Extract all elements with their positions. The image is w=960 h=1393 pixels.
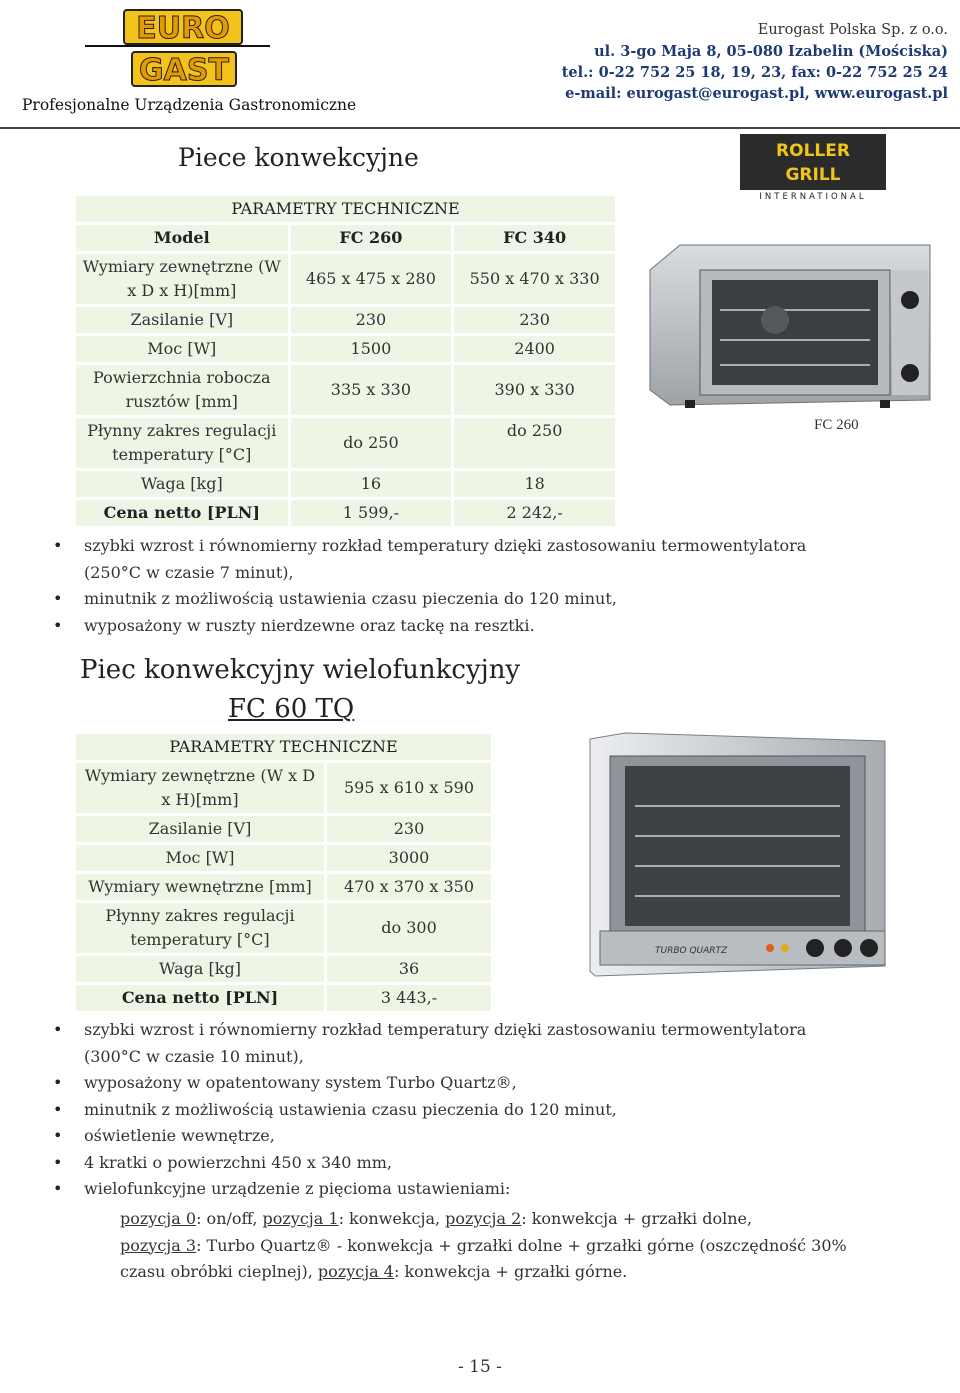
column-header: FC 260 [289, 224, 453, 253]
section-title-multifunction-oven: Piec konwekcyjny wielofunkcyjny [80, 655, 521, 685]
table-row [75, 902, 493, 955]
row-label: Płynny zakres regulacji temperatury [°C] [75, 417, 290, 470]
table-row [75, 955, 493, 984]
table-heading: PARAMETRY TECHNICZNE [75, 733, 493, 762]
row-label: Zasilanie [V] [75, 815, 326, 844]
roller-grill-text-2: GRILL [785, 165, 841, 185]
settings-description [120, 1206, 880, 1286]
row-label: Moc [W] [75, 335, 290, 364]
position-1-text: : konwekcja, [338, 1209, 446, 1228]
list-item: • 4 kratki o powierzchni 450 x 340 mm, [53, 1150, 853, 1177]
cell-value: 230 [289, 306, 453, 335]
spec-table-fc60tq [73, 731, 494, 1014]
row-label: Powierzchnia robocza rusztów [mm] [75, 364, 290, 417]
company-phone: tel.: 0-22 752 25 18, 19, 23, fax: 0-22 752 25 24 [561, 64, 948, 81]
row-label: Cena netto [PLN] [75, 984, 326, 1013]
list-item: • wyposażony w ruszty nierdzewne oraz tackę na resztki. [53, 613, 853, 640]
eurogast-logo [80, 4, 280, 92]
oven-fc60tq-image [585, 731, 895, 981]
cell-value: 550 x 470 x 330 [453, 253, 617, 306]
cell-value: 470 x 370 x 350 [326, 873, 493, 902]
table-row [75, 470, 617, 499]
list-item: • minutnik z możliwością ustawienia czasu pieczenia do 120 minut, [53, 1097, 853, 1124]
cell-value: 3000 [326, 844, 493, 873]
position-0-text: : on/off, [196, 1209, 263, 1228]
row-label: Wymiary zewnętrzne (W x D x H)[mm] [75, 253, 290, 306]
company-address: ul. 3-go Maja 8, 05-080 Izabelin (Mościska) [594, 43, 948, 60]
cell-value: 2400 [453, 335, 617, 364]
cell-value: do 250 [453, 417, 617, 470]
roller-grill-text-1: ROLLER [776, 141, 850, 161]
section-title-convection-ovens: Piece konwekcyjne [178, 143, 419, 172]
cell-value: 390 x 330 [453, 364, 617, 417]
table-row [75, 499, 617, 528]
logo-text-gast: GAST [139, 53, 229, 88]
list-item: • szybki wzrost i równomierny rozkład temperatury dzięki zastosowaniu termowentylatora (300°C w czasie 10 minut), [53, 1017, 853, 1070]
oven-brand-label: TURBO QUARTZ [655, 946, 728, 956]
position-2-label: pozycja 2 [445, 1209, 522, 1228]
position-3-text: : Turbo Quartz® - konwekcja + grzałki dolne + grzałki górne (oszczędność 30% czasu obróbki cieplnej), [120, 1235, 847, 1281]
table-row [75, 335, 617, 364]
company-email[interactable]: e-mail: eurogast@eurogast.pl, www.eurogast.pl [565, 85, 948, 102]
position-4-text: : konwekcja + grzałki górne. [393, 1262, 628, 1281]
roller-grill-text-3: INTERNATIONAL [759, 192, 867, 200]
table-row [75, 253, 617, 306]
list-item: • wielofunkcyjne urządzenie z pięcioma ustawieniami: [53, 1176, 853, 1203]
row-label: Waga [kg] [75, 470, 290, 499]
table-row [75, 364, 617, 417]
list-item: • oświetlenie wewnętrze, [53, 1123, 853, 1150]
column-header: FC 340 [453, 224, 617, 253]
tagline: Profesjonalne Urządzenia Gastronomiczne [22, 96, 357, 114]
list-item: • szybki wzrost i równomierny rozkład temperatury dzięki zastosowaniu termowentylatora (250°C w czasie 7 minut), [53, 533, 853, 586]
cell-value: 16 [289, 470, 453, 499]
cell-value: 3 443,- [326, 984, 493, 1013]
table-row [75, 224, 617, 253]
cell-value: 2 242,- [453, 499, 617, 528]
cell-value: 335 x 330 [289, 364, 453, 417]
cell-value: 36 [326, 955, 493, 984]
logo-text-euro: EURO [136, 11, 230, 46]
position-3-label: pozycja 3 [120, 1235, 197, 1255]
row-label: Płynny zakres regulacji temperatury [°C] [75, 902, 326, 955]
cell-value: 230 [453, 306, 617, 335]
feature-list-2 [53, 1017, 853, 1203]
cell-value: 18 [453, 470, 617, 499]
table-row [75, 844, 493, 873]
table-row [75, 984, 493, 1013]
header-divider [0, 127, 960, 129]
company-info [562, 20, 948, 104]
spec-table-fc260-fc340 [73, 193, 618, 529]
row-label: Wymiary zewnętrzne (W x D x H)[mm] [75, 762, 326, 815]
table-row [75, 762, 493, 815]
row-label: Moc [W] [75, 844, 326, 873]
table-row [75, 306, 617, 335]
row-label: Zasilanie [V] [75, 306, 290, 335]
image-caption: FC 260 [814, 417, 859, 433]
oven-fc260-image [640, 240, 940, 415]
table-row [75, 815, 493, 844]
row-label: Cena netto [PLN] [75, 499, 290, 528]
roller-grill-logo [740, 134, 886, 200]
cell-value: 465 x 475 x 280 [289, 253, 453, 306]
cell-value: 1500 [289, 335, 453, 364]
list-item: • minutnik z możliwością ustawienia czasu pieczenia do 120 minut, [53, 586, 853, 613]
column-header: Model [75, 224, 290, 253]
row-label: Waga [kg] [75, 955, 326, 984]
company-name: Eurogast Polska Sp. z o.o. [757, 22, 948, 38]
model-title: FC 60 TQ [228, 694, 355, 724]
table-heading: PARAMETRY TECHNICZNE [75, 195, 617, 224]
cell-value: do 250 [289, 417, 453, 470]
table-row [75, 873, 493, 902]
row-label: Wymiary wewnętrzne [mm] [75, 873, 326, 902]
cell-value: 1 599,- [289, 499, 453, 528]
position-1-label: pozycja 1 [262, 1209, 339, 1228]
position-0-label: pozycja 0 [120, 1209, 197, 1228]
position-4-label: pozycja 4 [317, 1262, 394, 1281]
list-item: • wyposażony w opatentowany system Turbo Quartz®, [53, 1070, 853, 1097]
feature-list-1 [53, 533, 853, 639]
cell-value: 595 x 610 x 590 [326, 762, 493, 815]
table-row [75, 417, 617, 470]
cell-value: do 300 [326, 902, 493, 955]
position-2-text: : konwekcja + grzałki dolne, [521, 1209, 753, 1228]
page-number: - 15 - [458, 1357, 502, 1377]
cell-value: 230 [326, 815, 493, 844]
